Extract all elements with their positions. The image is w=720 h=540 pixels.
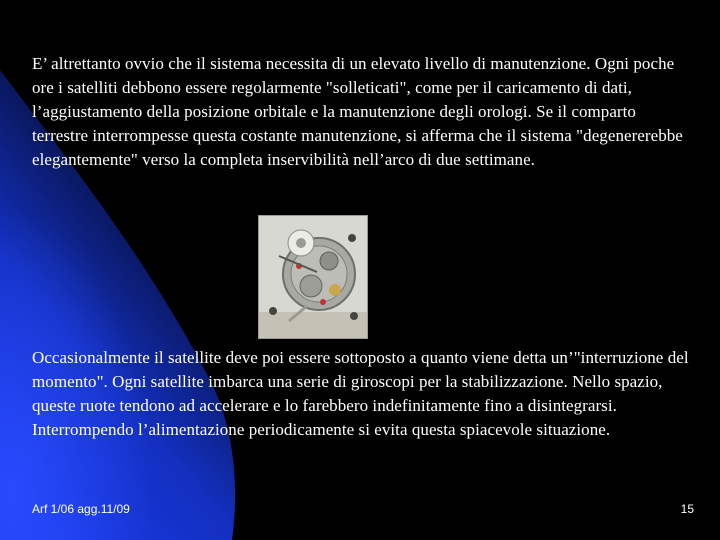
page-number: 15 bbox=[680, 502, 694, 516]
footer-reference: Arf 1/06 agg.11/09 bbox=[32, 502, 130, 516]
clock-mechanism-image bbox=[258, 215, 368, 339]
paragraph-momentum-interruption: Occasionalmente il satellite deve poi essere sottoposto a quanto viene detta un’"interruzione del momento". Ogni satellite imbarca una serie di giroscopi per la stabilizzazione. Nello spazio, queste ruote tendono ad accelerare e lo farebbero indefinitamente fino a disintegrarsi. Interrompendo l’alimentazione periodicamente si evita questa spiacevole situazione. bbox=[32, 348, 689, 439]
paragraph-maintenance: E’ altrettanto ovvio che il sistema necessita di un elevato livello di manutenzione. Ogni poche ore i satelliti debbono essere regolarmente "solleticati", come per il caricamento di dati, l’aggiustamento della posizione orbitale e la manutenzione degli orologi. Se il comparto terrestre interrompesse questa costante manutenzione, si afferma che il sistema "degenererebbe elegantemente" verso la completa inservibilità nell’arco di due settimane. bbox=[32, 54, 683, 169]
